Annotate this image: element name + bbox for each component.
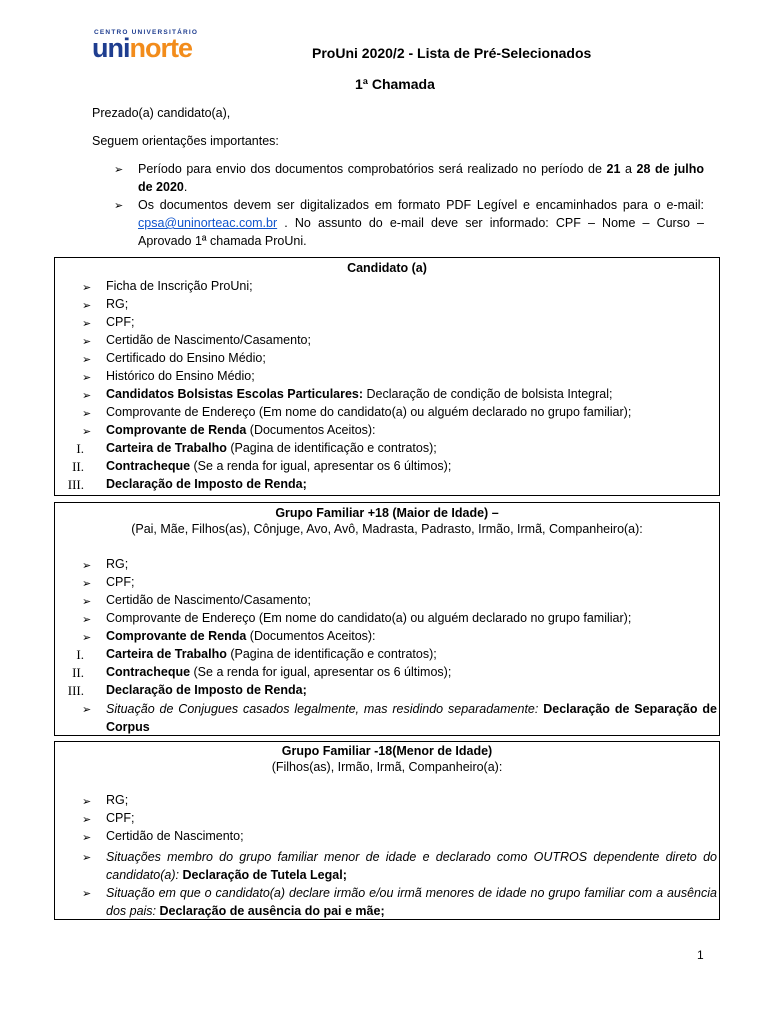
arrow-bullet-icon: ➢ <box>82 888 92 900</box>
bolsistas-label: Candidatos Bolsistas Escolas Particulares: <box>106 387 364 401</box>
list-item-situacao <box>106 700 717 736</box>
situacao-text: Situação de Conjugues casados legalmente, mas residindo separadamente: <box>106 702 539 716</box>
deadline-mid: a <box>620 162 637 176</box>
bullet-email <box>138 196 704 250</box>
list-item-imposto <box>106 683 307 697</box>
list-item: CPF; <box>106 315 135 329</box>
contracheque-text: (Se a renda for igual, apresentar os 6 últimos); <box>190 665 452 679</box>
list-item-carteira <box>106 647 437 661</box>
list-item-imposto <box>106 477 307 491</box>
contracheque-label: Contracheque <box>106 459 191 473</box>
tutela-text: Situações membro do grupo familiar menor de idade e declarado como OUTROS dependente direto do candidato(a): <box>106 850 717 882</box>
arrow-bullet-icon: ➢ <box>82 596 92 608</box>
list-item-tutela <box>106 848 717 884</box>
arrow-bullet-icon: ➢ <box>82 318 92 330</box>
deadline-text: Período para envio dos documentos comprobatórios será realizado no período de <box>138 162 607 176</box>
arrow-bullet-icon: ➢ <box>82 560 92 572</box>
imposto-label: Declaração de Imposto de Renda; <box>106 683 307 697</box>
list-item: RG; <box>106 557 129 571</box>
email-link[interactable]: cpsa@uninorteac.com.br <box>138 216 278 230</box>
list-item: RG; <box>106 297 129 311</box>
ausencia-doc: Declaração de ausência do pai e mãe; <box>156 904 385 918</box>
roman-numeral: I. <box>76 647 84 662</box>
list-item: Certidão de Nascimento/Casamento; <box>106 333 311 347</box>
arrow-bullet-icon: ➢ <box>82 390 92 402</box>
roman-numeral: II. <box>72 459 84 474</box>
deadline-end: 28 de julho de 2020 <box>138 162 705 194</box>
grupo-menor-subtitle: (Filhos(as), Irmão, Irmã, Companheiro(a): <box>271 760 503 774</box>
greeting: Prezado(a) candidato(a), <box>92 106 231 120</box>
uninorte-logo <box>92 29 228 63</box>
carteira-label: Carteira de Trabalho <box>106 441 227 455</box>
contracheque-text: (Se a renda for igual, apresentar os 6 últimos); <box>190 459 452 473</box>
arrow-bullet-icon: ➢ <box>82 632 92 644</box>
arrow-bullet-icon: ➢ <box>82 282 92 294</box>
list-item: Certificado do Ensino Médio; <box>106 351 266 365</box>
list-item: CPF; <box>106 575 135 589</box>
list-item: Ficha de Inscrição ProUni; <box>106 279 253 293</box>
bullet-deadline <box>138 160 704 196</box>
carteira-text: (Pagina de identificação e contratos); <box>226 647 437 661</box>
deadline-dot: . <box>183 180 188 194</box>
arrow-bullet-icon: ➢ <box>82 852 92 864</box>
renda-label: Comprovante de Renda <box>106 629 247 643</box>
carteira-label: Carteira de Trabalho <box>106 647 227 661</box>
list-item-renda <box>106 629 376 643</box>
bolsistas-text: Declaração de condição de bolsista Integral; <box>363 387 613 401</box>
renda-text: (Documentos Aceitos): <box>246 629 376 643</box>
arrow-bullet-icon: ➢ <box>82 614 92 626</box>
grupo-maior-subtitle: (Pai, Mãe, Filhos(as), Cônjuge, Avo, Avô, Madrasta, Padrasto, Irmão, Irmã, Companheiro(a): <box>131 522 643 536</box>
grupo-menor-title: Grupo Familiar -18(Menor de Idade) <box>281 744 493 758</box>
arrow-bullet-icon: ➢ <box>114 164 124 176</box>
list-item-endereco: Comprovante de Endereço (Em nome do candidato(a) ou alguém declarado no grupo familiar); <box>106 611 632 625</box>
logo-wordmark <box>92 33 192 63</box>
list-item: Certidão de Nascimento/Casamento; <box>106 593 311 607</box>
contracheque-label: Contracheque <box>106 665 191 679</box>
logo-norte: norte <box>129 33 192 63</box>
list-item-ausencia <box>106 884 717 920</box>
renda-text: (Documentos Aceitos): <box>246 423 376 437</box>
roman-numeral: III. <box>67 477 84 492</box>
tutela-doc: Declaração de Tutela Legal; <box>178 868 347 882</box>
arrow-bullet-icon: ➢ <box>82 426 92 438</box>
roman-numeral: II. <box>72 665 84 680</box>
roman-numeral: III. <box>67 683 84 698</box>
email-subject-text: . No assunto do e-mail deve ser informado: CPF – Nome – Curso – Aprovado 1ª chamada ProUni. <box>138 216 704 248</box>
page-title: ProUni 2020/2 - Lista de Pré-Selecionados <box>312 45 592 61</box>
list-item-endereco: Comprovante de Endereço (Em nome do candidato(a) ou alguém declarado no grupo familiar); <box>106 405 632 419</box>
list-item-contracheque <box>106 665 451 679</box>
grupo-maior-title: Grupo Familiar +18 (Maior de Idade) – <box>275 506 499 520</box>
arrow-bullet-icon: ➢ <box>82 300 92 312</box>
arrow-bullet-icon: ➢ <box>82 408 92 420</box>
carteira-text: (Pagina de identificação e contratos); <box>226 441 437 455</box>
arrow-bullet-icon: ➢ <box>114 200 124 212</box>
page-number: 1 <box>697 948 704 962</box>
ausencia-text: Situação em que o candidato(a) declare irmão e/ou irmã menores de idade no grupo familiar com a ausência dos pais: <box>106 886 717 918</box>
arrow-bullet-icon: ➢ <box>82 354 92 366</box>
email-instruction: Os documentos devem ser digitalizados em formato PDF Legível e encaminhados para o e-mail: <box>138 198 704 212</box>
arrow-bullet-icon: ➢ <box>82 336 92 348</box>
roman-numeral: I. <box>76 441 84 456</box>
imposto-label: Declaração de Imposto de Renda; <box>106 477 307 491</box>
arrow-bullet-icon: ➢ <box>82 372 92 384</box>
arrow-bullet-icon: ➢ <box>82 814 92 826</box>
logo-top-text: CENTRO UNIVERSITÁRIO <box>94 29 199 36</box>
situacao-doc: Declaração de Separação de Corpus <box>106 702 717 734</box>
list-item-contracheque <box>106 459 451 473</box>
arrow-bullet-icon: ➢ <box>82 704 92 716</box>
list-item: Certidão de Nascimento; <box>106 829 244 843</box>
arrow-bullet-icon: ➢ <box>82 578 92 590</box>
renda-label: Comprovante de Renda <box>106 423 247 437</box>
page-subtitle: 1ª Chamada <box>355 76 435 92</box>
list-item: Histórico do Ensino Médio; <box>106 369 255 383</box>
intro-text: Seguem orientações importantes: <box>92 134 279 148</box>
arrow-bullet-icon: ➢ <box>82 796 92 808</box>
logo-uni: uni <box>92 33 130 63</box>
list-item: CPF; <box>106 811 135 825</box>
list-item: RG; <box>106 793 129 807</box>
arrow-bullet-icon: ➢ <box>82 832 92 844</box>
deadline-start: 21 <box>606 162 621 176</box>
list-item-carteira <box>106 441 437 455</box>
list-item-renda <box>106 423 376 437</box>
candidato-box-title: Candidato (a) <box>347 261 427 275</box>
list-item-bolsistas <box>106 387 613 401</box>
